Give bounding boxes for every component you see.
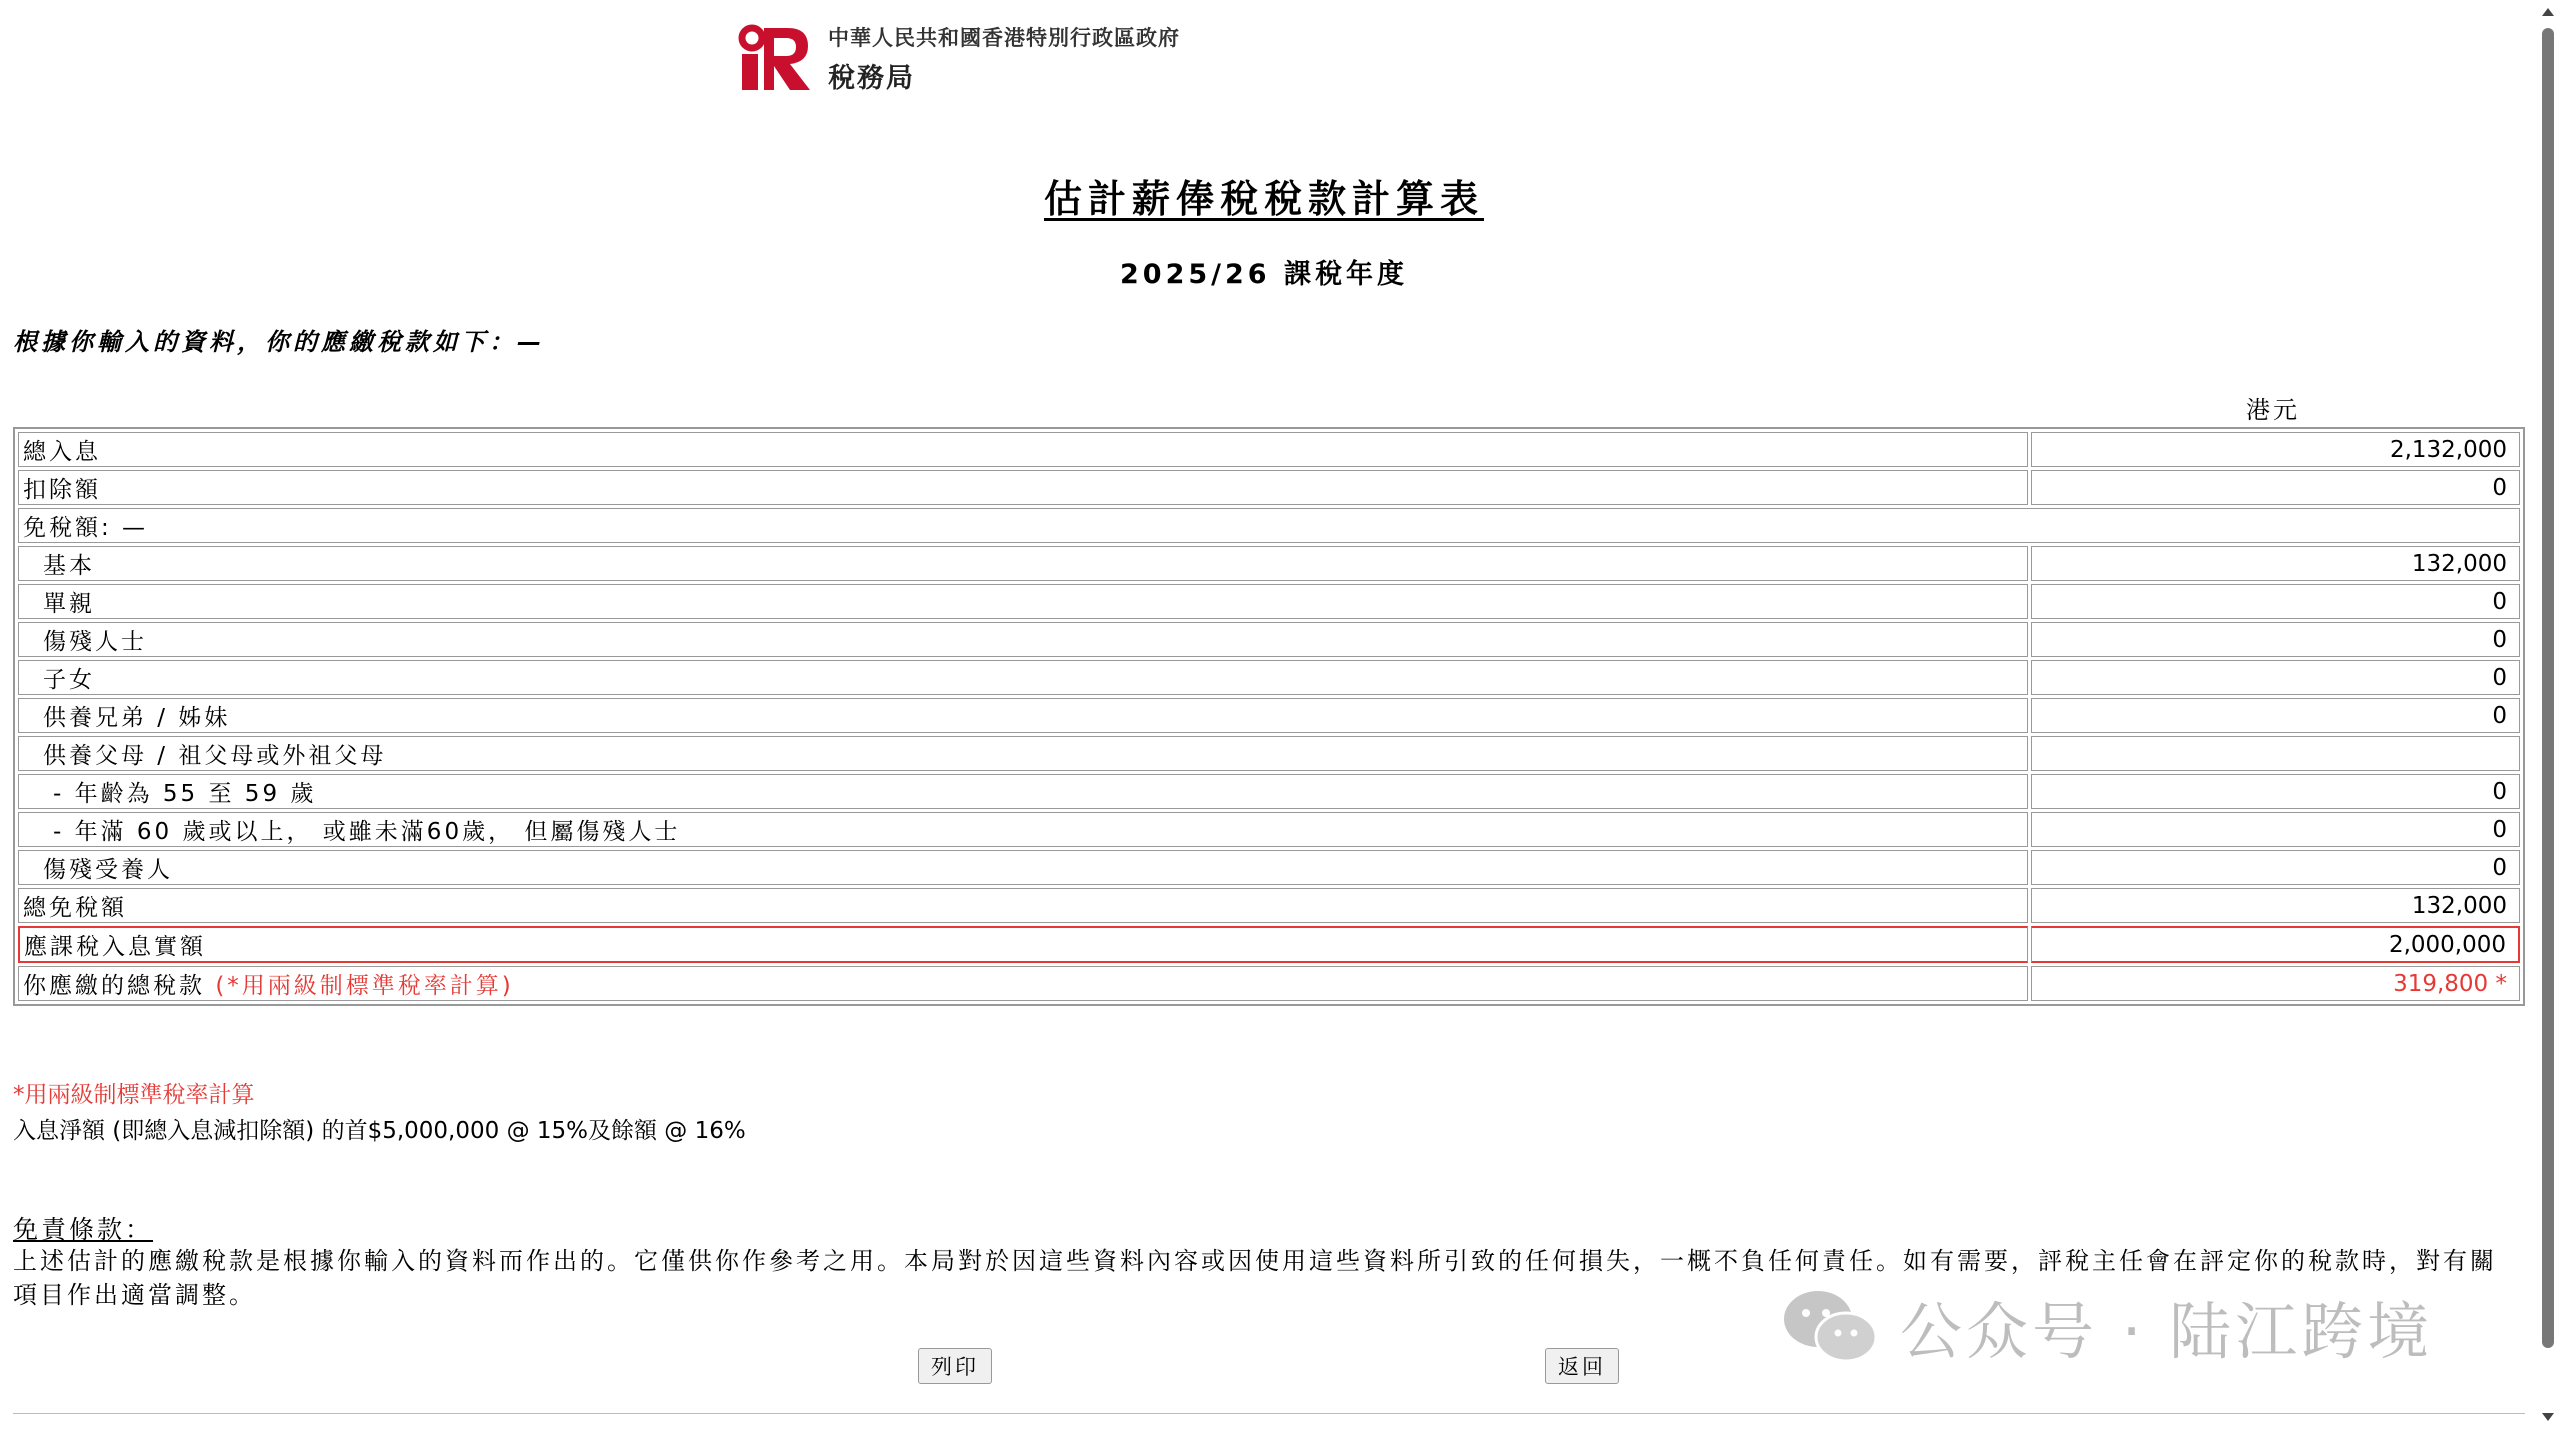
- row-amount: 0: [2031, 698, 2520, 733]
- scroll-down-arrow-icon[interactable]: [2542, 1413, 2554, 1421]
- row-label: 子女: [18, 660, 2028, 695]
- footnote-title: *用兩級制標準稅率計算: [13, 1082, 255, 1108]
- table-row: [18, 622, 2520, 657]
- table-row: [18, 736, 2520, 771]
- divider: [13, 1413, 2525, 1414]
- back-button[interactable]: 返回: [1545, 1348, 1619, 1384]
- row-label: 總入息: [18, 432, 2028, 467]
- ird-logo: [738, 22, 1180, 94]
- table-row: [18, 966, 2520, 1001]
- row-label: - 年滿 60 歲或以上， 或雖未滿60歲， 但屬傷殘人士: [18, 812, 2028, 847]
- row-amount: 0: [2031, 850, 2520, 885]
- row-amount: [2031, 736, 2520, 771]
- disclaimer-text: 上述估計的應繳稅款是根據你輸入的資料而作出的。它僅供你作參考之用。本局對於因這些資料內容或因使用這些資料所引致的任何損失，一概不負任何責任。如有需要，評稅主任會在評定你的稅款時，對有關項目作出適當調整。: [13, 1247, 2497, 1309]
- row-label: 免稅額: —: [18, 508, 2520, 543]
- row-label: 單親: [18, 584, 2028, 619]
- table-row: [18, 546, 2520, 581]
- row-label: 扣除額: [18, 470, 2028, 505]
- disclaimer-title: 免責條款：: [13, 1215, 154, 1244]
- highlighted-row: [18, 926, 2520, 963]
- scroll-thumb[interactable]: [2542, 28, 2554, 1348]
- tax-calculation-table: [13, 427, 2525, 1006]
- footnote-text: 入息淨額 (即總入息減扣除額) 的首$5,000,000 @ 15%及餘額 @ 16%: [13, 1118, 746, 1144]
- row-amount: 2,132,000: [2031, 432, 2520, 467]
- row-amount: 319,800 *: [2031, 966, 2520, 1001]
- table-row: [18, 584, 2520, 619]
- table-row: [18, 508, 2520, 543]
- currency-label: 港元: [2246, 396, 2300, 424]
- logo-gov-name: 中華人民共和國香港特別行政區政府: [828, 25, 1180, 50]
- row-label: [18, 966, 2028, 1001]
- table-row: [18, 888, 2520, 923]
- row-amount: 0: [2031, 584, 2520, 619]
- row-amount: 0: [2031, 622, 2520, 657]
- intro-text: 根據你輸入的資料，你的應繳稅款如下：—: [13, 328, 545, 356]
- table-row: [18, 660, 2520, 695]
- wechat-icon: [1780, 1287, 1880, 1367]
- total-tax-note: (*用兩級制標準稅率計算): [215, 973, 514, 999]
- row-label: 總免稅額: [18, 888, 2028, 923]
- print-button[interactable]: 列印: [918, 1348, 992, 1384]
- row-label: 傷殘人士: [18, 622, 2028, 657]
- table-row: [18, 470, 2520, 505]
- row-amount: 0: [2031, 812, 2520, 847]
- row-amount: 2,000,000: [2031, 926, 2520, 963]
- table-row: [18, 432, 2520, 467]
- row-label: 傷殘受養人: [18, 850, 2028, 885]
- page-title: 估計薪俸稅稅款計算表: [1043, 177, 1484, 221]
- logo-dept-name: 稅務局: [828, 62, 915, 94]
- scroll-up-arrow-icon[interactable]: [2542, 8, 2554, 16]
- table-row: [18, 774, 2520, 809]
- row-amount: 0: [2031, 660, 2520, 695]
- table-row: [18, 850, 2520, 885]
- table-row: [18, 812, 2520, 847]
- row-amount: 0: [2031, 470, 2520, 505]
- ird-logo-icon: [738, 24, 812, 92]
- row-label: 供養兄弟 / 姊妹: [18, 698, 2028, 733]
- row-amount: 0: [2031, 774, 2520, 809]
- row-label: - 年齡為 55 至 59 歲: [18, 774, 2028, 809]
- total-tax-label: 你應繳的總稅款: [23, 973, 205, 999]
- watermark: [1780, 1282, 2433, 1371]
- row-label: 基本: [18, 546, 2028, 581]
- table-row: [18, 698, 2520, 733]
- row-amount: 132,000: [2031, 888, 2520, 923]
- row-label: 供養父母 / 祖父母或外祖父母: [18, 736, 2028, 771]
- row-amount: 132,000: [2031, 546, 2520, 581]
- tax-year: 2025/26 課稅年度: [1120, 259, 1408, 290]
- row-label: 應課稅入息實額: [18, 926, 2028, 963]
- watermark-text: 公众号 · 陆江跨境: [1900, 1295, 2434, 1368]
- vertical-scrollbar[interactable]: [2536, 0, 2560, 1429]
